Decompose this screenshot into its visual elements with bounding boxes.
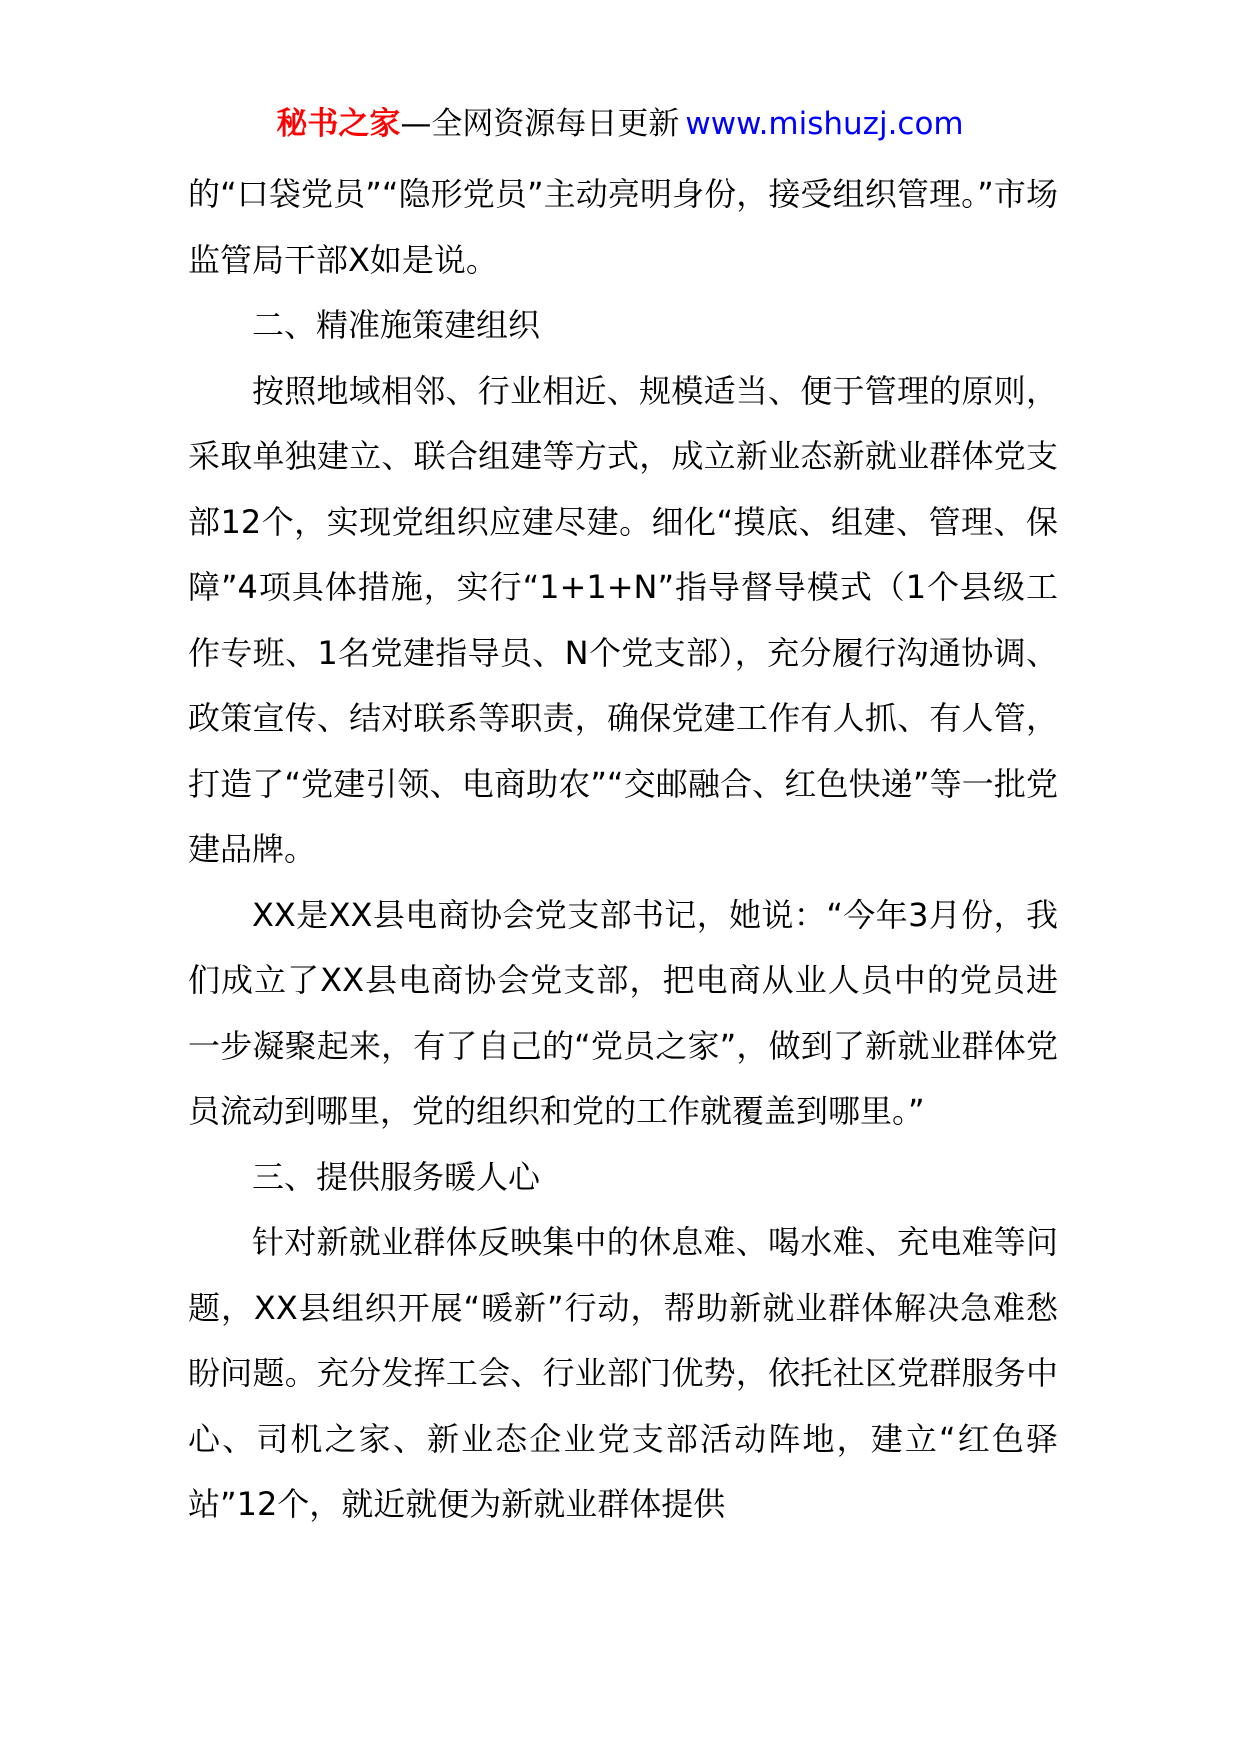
- header-tagline: —全网资源每日更新: [400, 106, 680, 142]
- site-url-link[interactable]: www.mishuzj.com: [685, 106, 964, 142]
- site-header: [0, 100, 1240, 148]
- paragraph: 按照地域相邻、行业相近、规模适当、便于管理的原则，采取单独建立、联合组建等方式，成立新业态新就业群体党支部12个，实现党组织应建尽建。细化“摸底、组建、管理、保障”4项具体措施，实行“1+1+N”指导督导模式（1个县级工作专班、1名党建指导员、N个党支部），充分履行沟通协调、政策宣传、结对联系等职责，确保党建工作有人抓、有人管，打造了“党建引领、电商助农”“交邮融合、红色快递”等一批党建品牌。: [188, 371, 1058, 868]
- document-body: [188, 162, 1058, 1538]
- section-heading-2: 二、精准施策建组织: [252, 306, 541, 344]
- paragraph-continuation: 的“口袋党员”“隐形党员”主动亮明身份，接受组织管理。”市场监管局干部X如是说。: [188, 175, 1058, 279]
- brand-name: 秘书之家: [276, 106, 401, 142]
- paragraph: 针对新就业群体反映集中的休息难、喝水难、充电难等问题，XX县组织开展“暖新”行动，帮助新就业群体解决急难愁盼问题。充分发挥工会、行业部门优势，依托社区党群服务中心、司机之家、新业态企业党支部活动阵地，建立“红色驿站”12个，就近就便为新就业群体提供: [188, 1223, 1058, 1523]
- section-heading-3: 三、提供服务暖人心: [252, 1157, 541, 1196]
- paragraph: XX是XX县电商协会党支部书记，她说：“今年3月份，我们成立了XX县电商协会党支部，把电商从业人员中的党员进一步凝聚起来，有了自己的“党员之家”，做到了新就业群体党员流动到哪里，党的组织和党的工作就覆盖到哪里。”: [188, 895, 1058, 1130]
